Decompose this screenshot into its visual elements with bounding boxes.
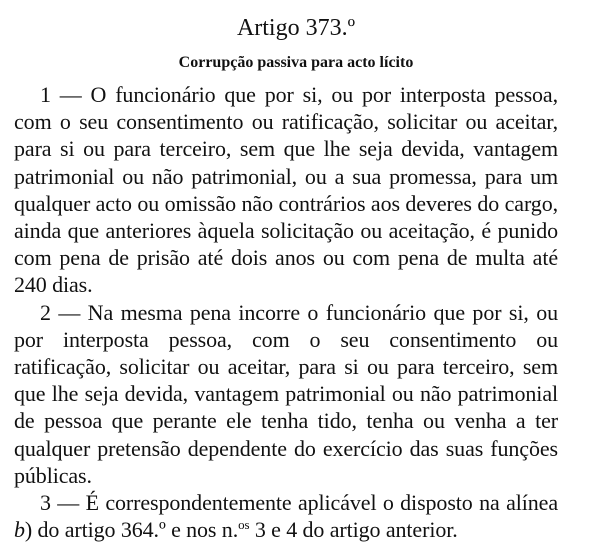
article-heading: Corrupção passiva para acto lícito [178, 54, 414, 71]
paragraph-3-part-2: ) do artigo 364.º e nos n. [24, 517, 239, 543]
paragraph-3-part-3: 3 e 4 do artigo anterior. [249, 517, 458, 543]
paragraph-3-part-1: 3 — É correspondentemente aplicável o disposto na alínea [40, 490, 558, 516]
article-page [14, 0, 558, 543]
paragraph-3-letter: b [14, 517, 25, 543]
article-number: Artigo 373.º [236, 15, 356, 41]
paragraph-1: 1 — O funcionário que por si, ou por interposta pessoa, com o seu consentimento ou ratificação, solicitar ou aceitar, para si ou para terceiro, sem que lhe seja devida, vantagem patrimonial ou não patrimonial, ou a sua promessa, para um qualquer acto ou omissão não contrários aos deveres do cargo, ainda que anteriores àquela solicitação ou aceitação, é punido com pena de prisão até dois anos ou com pena de multa até 240 dias. [14, 82, 558, 298]
paragraph-3-superscript: os [238, 517, 250, 533]
paragraph-3 [14, 489, 558, 543]
paragraph-2: 2 — Na mesma pena incorre o funcionário que por si, ou por interposta pessoa, com o seu consentimento ou ratificação, solicitar ou aceitar, para si ou para terceiro, sem que lhe seja devida, vantagem patrimonial ou não patrimonial de pessoa que perante ele tenha tido, tenha ou venha a ter qualquer pretensão dependente do exercício das suas funções públicas. [14, 299, 558, 488]
